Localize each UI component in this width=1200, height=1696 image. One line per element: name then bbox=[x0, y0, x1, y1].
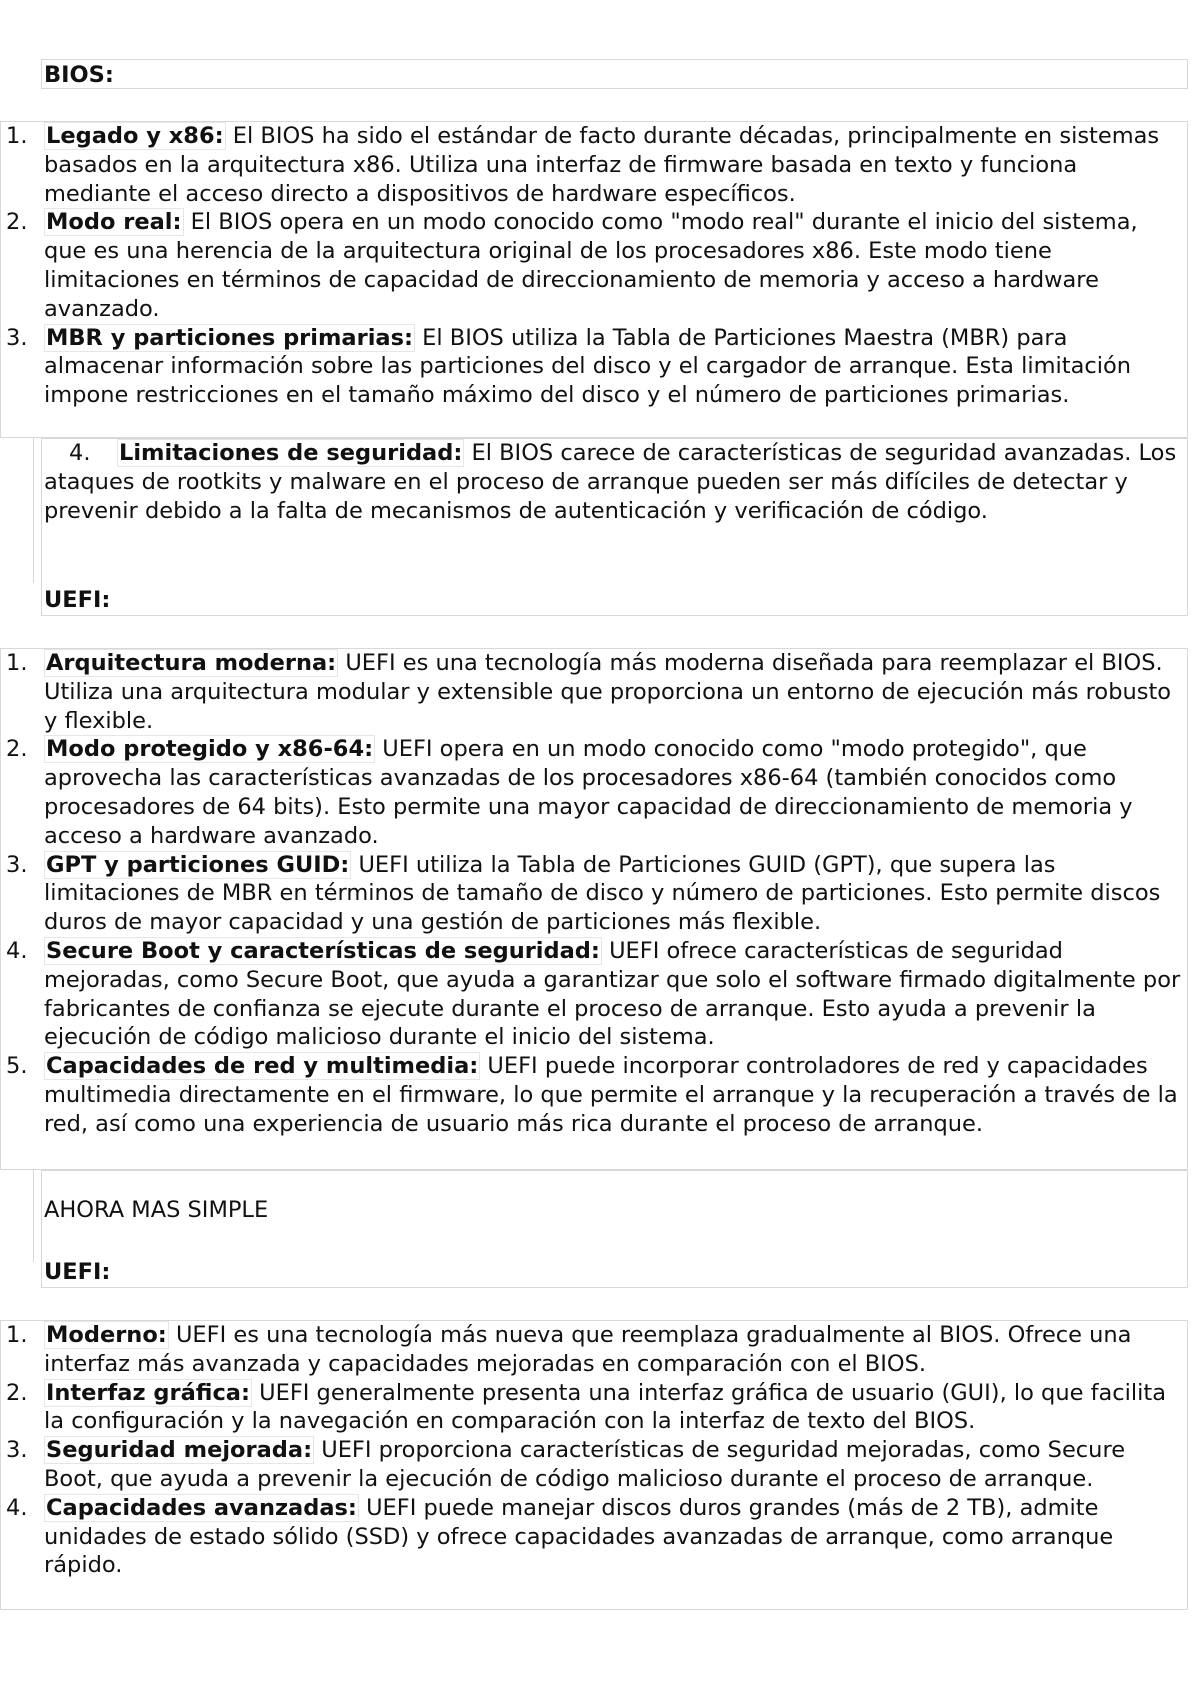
item-title: Arquitectura moderna: bbox=[46, 650, 337, 676]
list-item bbox=[0, 735, 1187, 850]
item-description: UEFI puede manejar discos duros grandes (más de 2 TB), admite unidades de estado sólido (SSD) y ofrece capacidades avanzadas de arranque, como arranque rápido. bbox=[44, 1494, 1114, 1579]
list-item bbox=[0, 1494, 1187, 1580]
item-description: UEFI utiliza la Tabla de Particiones GUID (GPT), que supera las limitaciones de MBR en términos de tamaño de disco y número de particiones. Esto permite discos duros de mayor capacidad y una gestión de particiones más flexible. bbox=[44, 851, 1161, 936]
uefi-list bbox=[0, 649, 1187, 1139]
list-item bbox=[0, 851, 1187, 937]
list-number: 3. bbox=[6, 1437, 28, 1464]
list-number: 4. bbox=[6, 1494, 28, 1521]
item-description: UEFI proporciona características de seguridad mejoradas, como Secure Boot, que ayuda a prevenir la ejecución de código malicioso durante el proceso de arranque. bbox=[44, 1437, 1126, 1492]
item-description: UEFI generalmente presenta una interfaz gráfica de usuario (GUI), lo que facilita la configuración y la navegación en comparación con la interfaz de texto del BIOS. bbox=[44, 1379, 1167, 1435]
item-title: Limitaciones de seguridad: bbox=[119, 440, 463, 466]
item-description: El BIOS opera en un modo conocido como "modo real" durante el inicio del sistema, que es una herencia de la arquitectura original de los procesadores x86. Este modo tiene limitaciones en términos de capacidad de direccionamiento de memoria y acceso a hardware avanzado. bbox=[44, 209, 1138, 322]
item-description: El BIOS utiliza la Tabla de Particiones Maestra (MBR) para almacenar información sobre las particiones del disco y el cargador de arranque. Esta limitación impone restricciones en el tamaño máximo del disco y el número de particiones primarias. bbox=[44, 324, 1132, 409]
simple-heading: AHORA MAS SIMPLE bbox=[44, 1197, 269, 1223]
uefi-heading: UEFI: bbox=[44, 587, 111, 613]
list-item bbox=[44, 439, 1187, 525]
list-item bbox=[0, 649, 1187, 735]
simple-list bbox=[0, 1321, 1187, 1580]
list-item bbox=[0, 1052, 1187, 1138]
item-title: Secure Boot y características de seguridad: bbox=[46, 937, 600, 964]
item-title: Interfaz gráfica: bbox=[46, 1379, 250, 1406]
item-description: El BIOS ha sido el estándar de facto durante décadas, principalmente en sistemas basados en la arquitectura x86. Utiliza una interfaz de firmware basada en texto y funciona mediante el acceso directo a dispositivos de hardware específicos. bbox=[44, 123, 1160, 207]
item-description: UEFI opera en un modo conocido como "modo protegido", que aprovecha las características avanzadas de los procesadores x86-64 (también conocidos como procesadores de 64 bits). Esto permite una mayor capacidad de direccionamiento de memoria y acceso a hardware avanzado. bbox=[44, 736, 1133, 849]
list-item bbox=[0, 122, 1187, 208]
bios-list bbox=[0, 122, 1187, 410]
item-title: Moderno: bbox=[46, 1322, 167, 1348]
item-description: El BIOS carece de características de seguridad avanzadas. Los ataques de rootkits y malware en el proceso de arranque pueden ser más difíciles de detectar y prevenir debido a la falta de mecanismos de autenticación y verificación de código. bbox=[44, 440, 1177, 524]
item-title: Capacidades de red y multimedia: bbox=[46, 1053, 479, 1080]
bios-heading: BIOS: bbox=[44, 62, 114, 88]
list-item bbox=[0, 324, 1187, 410]
item-title: Modo real: bbox=[46, 209, 182, 236]
bios-heading-frame bbox=[41, 59, 1188, 89]
list-number: 1. bbox=[6, 1322, 28, 1348]
item-description: UEFI es una tecnología más nueva que reemplaza gradualmente al BIOS. Ofrece una interfaz más avanzada y capacidades mejoradas en comparación con el BIOS. bbox=[44, 1322, 1132, 1377]
item-title: Modo protegido y x86-64: bbox=[46, 736, 374, 763]
list-item bbox=[0, 1321, 1187, 1379]
list-number: 2. bbox=[6, 1379, 28, 1406]
list-item bbox=[0, 1436, 1187, 1494]
list-item bbox=[0, 208, 1187, 323]
simple-margin-bar bbox=[33, 1170, 34, 1262]
item-description: UEFI puede incorporar controladores de red y capacidades multimedia directamente en el firmware, lo que permite el arranque y la recuperación a través de la red, así como una experiencia de usuario más rica durante el proceso de arranque. bbox=[44, 1053, 1178, 1137]
item-description: UEFI ofrece características de seguridad mejoradas, como Secure Boot, que ayuda a garantizar que solo el software firmado digitalmente por fabricantes de confianza se ejecute durante el proceso de arranque. Esto ayuda a prevenir la ejecución de código malicioso durante el inicio del sistema. bbox=[44, 937, 1181, 1051]
list-number: 4. bbox=[6, 937, 28, 964]
list-number: 4. bbox=[69, 440, 91, 466]
item-title: Capacidades avanzadas: bbox=[46, 1494, 357, 1521]
bios-item4-margin-bar bbox=[33, 438, 34, 583]
list-item bbox=[0, 1379, 1187, 1437]
list-number: 2. bbox=[6, 736, 28, 763]
simple-frame bbox=[41, 1170, 1188, 1288]
list-number: 2. bbox=[6, 209, 28, 236]
item-title: Legado y x86: bbox=[46, 123, 224, 149]
list-item bbox=[0, 937, 1187, 1052]
item-title: GPT y particiones GUID: bbox=[46, 851, 350, 878]
item-title: Seguridad mejorada: bbox=[46, 1437, 313, 1464]
item-title: MBR y particiones primarias: bbox=[46, 324, 413, 351]
list-number: 1. bbox=[6, 123, 28, 149]
simple-uefi-heading: UEFI: bbox=[44, 1259, 111, 1285]
list-number: 3. bbox=[6, 851, 28, 878]
item-description: UEFI es una tecnología más moderna diseñada para reemplazar el BIOS. Utiliza una arquitectura modular y extensible que proporciona un entorno de ejecución más robusto y flexible. bbox=[44, 650, 1172, 734]
list-number: 1. bbox=[6, 650, 28, 676]
list-number: 5. bbox=[6, 1053, 28, 1080]
list-number: 3. bbox=[6, 324, 28, 351]
